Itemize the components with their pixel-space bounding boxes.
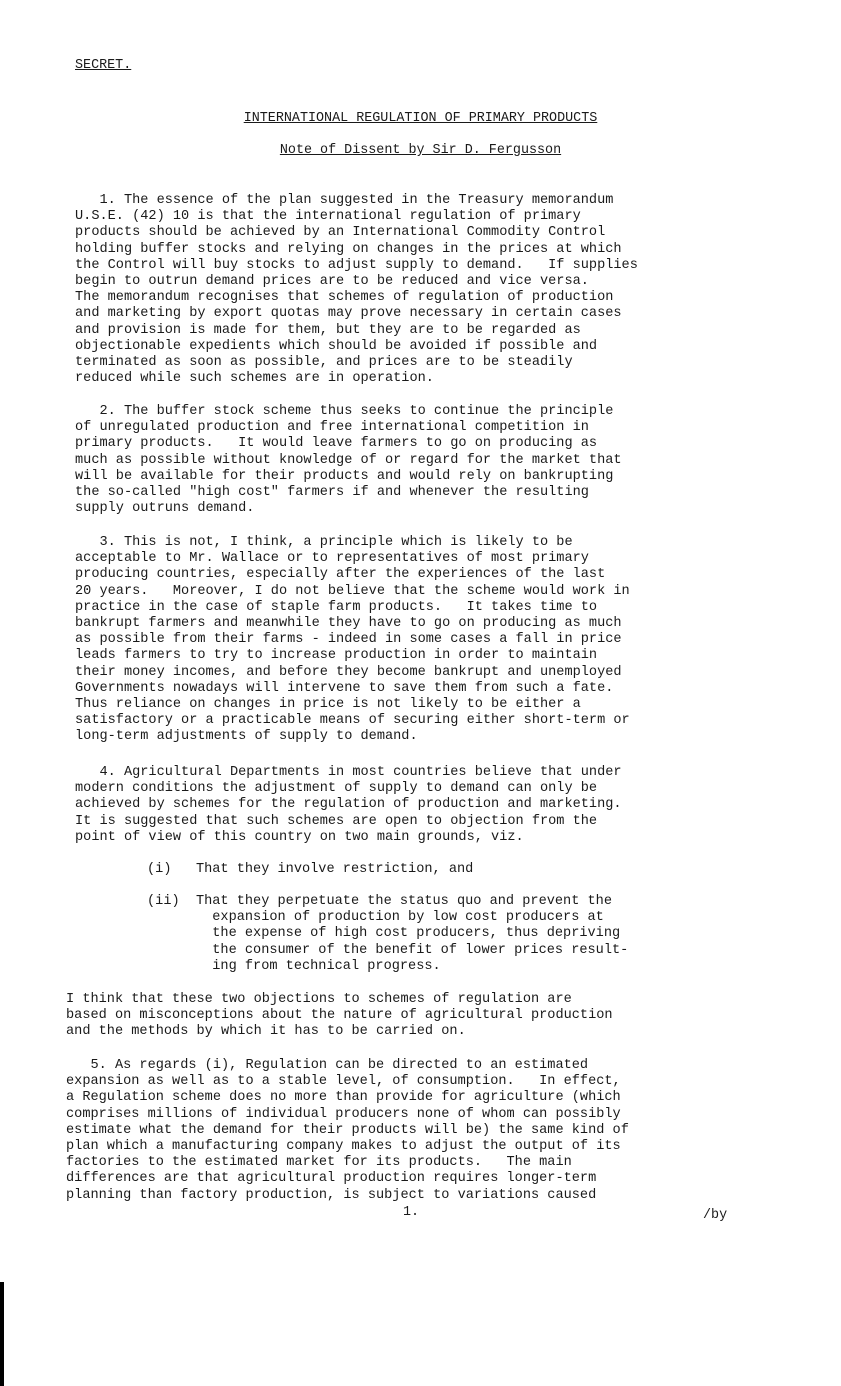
text-line: Governments nowadays will intervene to save them from such a fate. (75, 680, 614, 696)
list-item-i (147, 862, 747, 878)
text-line: and the methods by which it has to be carried on. (66, 1024, 466, 1040)
text-line: 2. The buffer stock scheme thus seeks to continue the principle (75, 404, 614, 419)
paragraph-5 (66, 1058, 776, 1204)
text-line: 4. Agricultural Departments in most countries believe that under (75, 765, 622, 780)
document-subtitle: Note of Dissent by Sir D. Fergusson (279, 143, 562, 158)
text-line: The memorandum recognises that schemes of regulation of production (75, 290, 614, 306)
text-line: primary products. It would leave farmers to go on producing as (75, 436, 598, 452)
text-line: 1. The essence of the plan suggested in the Treasury memorandum (75, 193, 614, 208)
text-line: satisfactory or a practicable means of securing either short-term or (75, 713, 630, 729)
document-title: INTERNATIONAL REGULATION OF PRIMARY PRODUCTS (243, 111, 598, 126)
text-line: leads farmers to try to increase production in order to maintain (75, 648, 598, 664)
text-line: based on misconceptions about the nature of agricultural production (66, 1008, 613, 1024)
paragraph-3 (75, 535, 775, 746)
text-line: acceptable to Mr. Wallace or to representatives of most primary (75, 551, 589, 567)
scan-edge-mark (0, 1282, 4, 1386)
text-line: point of view of this country on two main grounds, viz. (75, 829, 524, 845)
text-line: (ii) That they perpetuate the status quo and prevent the (147, 894, 612, 909)
page-number: 1. (403, 1205, 420, 1220)
text-line: Thus reliance on changes in price is not likely to be either a (75, 697, 581, 713)
paragraph-4-conclusion (66, 992, 766, 1041)
text-line: their money incomes, and before they become bankrupt and unemployed (75, 664, 622, 680)
text-line: ing from technical progress. (147, 958, 441, 974)
list-item-ii (147, 894, 767, 975)
text-line: as possible from their farms - indeed in some cases a fall in price (75, 632, 622, 648)
text-line: and provision is made for them, but they are to be regarded as (75, 322, 581, 338)
text-line: a Regulation scheme does no more than provide for agriculture (which (66, 1090, 621, 1106)
text-line: the Control will buy stocks to adjust supply to demand. If supplies (75, 257, 638, 273)
text-line: planning than factory production, is subject to variations caused (66, 1187, 597, 1203)
text-line: long-term adjustments of supply to demand. (75, 729, 418, 745)
paragraph-2 (75, 404, 775, 517)
text-line: the so-called "high cost" farmers if and whenever the resulting (75, 485, 589, 501)
text-line: (i) That they involve restriction, and (147, 862, 474, 877)
paragraph-4 (75, 765, 775, 846)
text-line: begin to outrun demand prices are to be reduced and vice versa. (75, 274, 589, 290)
text-line: estimate what the demand for their products will be) the same kind of (66, 1122, 629, 1138)
text-line: differences are that agricultural production requires longer-term (66, 1171, 597, 1187)
catchword: /by (703, 1208, 728, 1223)
text-line: I think that these two objections to schemes of regulation are (66, 992, 572, 1007)
classification-marking: SECRET. (75, 58, 132, 73)
text-line: plan which a manufacturing company makes to adjust the output of its (66, 1139, 621, 1155)
text-line: terminated as soon as possible, and prices are to be steadily (75, 355, 573, 371)
text-line: 3. This is not, I think, a principle which is likely to be (75, 535, 573, 550)
text-line: reduced while such schemes are in operation. (75, 371, 434, 387)
text-line: producing countries, especially after the experiences of the last (75, 567, 606, 583)
text-line: comprises millions of individual producers none of whom can possibly (66, 1106, 621, 1122)
text-line: the expense of high cost producers, thus depriving (147, 926, 621, 942)
text-line: modern conditions the adjustment of supply to demand can only be (75, 781, 598, 797)
text-line: products should be achieved by an International Commodity Control (75, 225, 606, 241)
text-line: practice in the case of staple farm products. It takes time to (75, 599, 598, 615)
text-line: It is suggested that such schemes are open to objection from the (75, 813, 598, 829)
paragraph-1 (75, 193, 775, 387)
text-line: holding buffer stocks and relying on changes in the prices at which (75, 241, 622, 257)
text-line: U.S.E. (42) 10 is that the international regulation of primary (75, 209, 581, 225)
text-line: of unregulated production and free international competition in (75, 420, 589, 436)
text-line: supply outruns demand. (75, 501, 255, 517)
text-line: expansion of production by low cost producers at (147, 910, 604, 926)
text-line: objectionable expedients which should be avoided if possible and (75, 338, 598, 354)
text-line: 5. As regards (i), Regulation can be directed to an estimated (66, 1058, 589, 1073)
text-line: much as possible without knowledge of or regard for the market that (75, 452, 622, 468)
text-line: and marketing by export quotas may prove necessary in certain cases (75, 306, 622, 322)
text-line: bankrupt farmers and meanwhile they have to go on producing as much (75, 616, 622, 632)
text-line: 20 years. Moreover, I do not believe that the scheme would work in (75, 583, 630, 599)
text-line: will be available for their products and would rely on bankrupting (75, 468, 614, 484)
text-line: achieved by schemes for the regulation of production and marketing. (75, 797, 622, 813)
text-line: factories to the estimated market for its products. The main (66, 1155, 572, 1171)
text-line: the consumer of the benefit of lower prices result- (147, 942, 629, 958)
text-line: expansion as well as to a stable level, of consumption. In effect, (66, 1074, 621, 1090)
